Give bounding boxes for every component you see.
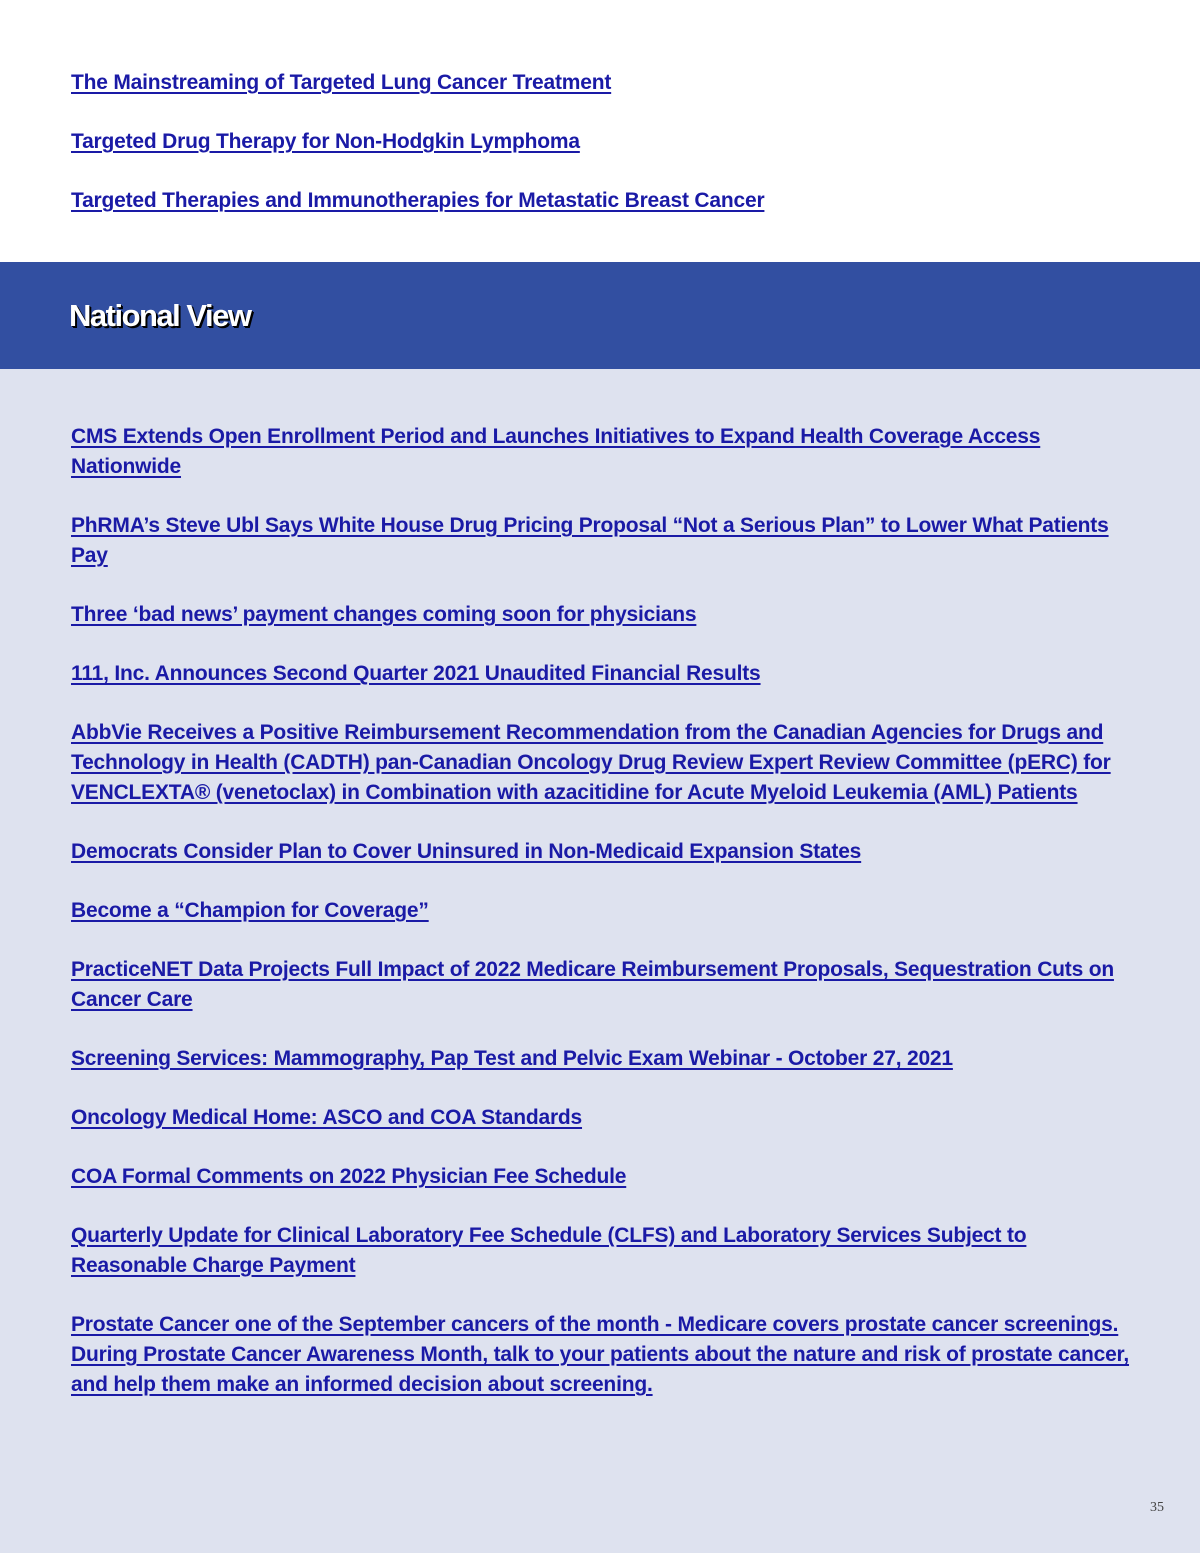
article-link[interactable]: Oncology Medical Home: ASCO and COA Standards	[71, 1106, 583, 1129]
article-link[interactable]: Become a “Champion for Coverage”	[71, 899, 429, 922]
article-link[interactable]: Targeted Drug Therapy for Non-Hodgkin Lymphoma	[71, 130, 580, 153]
article-link[interactable]: Screening Services: Mammography, Pap Test and Pelvic Exam Webinar - October 27, 2021	[71, 1047, 953, 1070]
national-links-list	[71, 422, 1133, 1429]
article-link[interactable]: AbbVie Receives a Positive Reimbursement Recommendation from the Canadian Agencies for Drugs and Technology in Health (CADTH) pan-Canadian Oncology Drug Review Expert Review Committee (pERC) for VENCLEXTA® (venetoclax) in Combination with azacitidine for Acute Myeloid Leukemia (AML) Patients	[71, 721, 1111, 804]
section-title: National View	[69, 298, 251, 333]
top-links-list	[71, 68, 1131, 245]
article-link[interactable]: Targeted Therapies and Immunotherapies for Metastatic Breast Cancer	[71, 189, 765, 212]
page-number: 35	[1150, 1500, 1164, 1515]
article-link[interactable]: CMS Extends Open Enrollment Period and Launches Initiatives to Expand Health Coverage Access Nationwide	[71, 425, 1041, 478]
article-link[interactable]: 111, Inc. Announces Second Quarter 2021 Unaudited Financial Results	[71, 662, 761, 685]
article-link[interactable]: Quarterly Update for Clinical Laboratory Fee Schedule (CLFS) and Laboratory Services Subject to Reasonable Charge Payment	[71, 1224, 1027, 1277]
article-link[interactable]: The Mainstreaming of Targeted Lung Cancer Treatment	[71, 71, 612, 94]
article-link[interactable]: PracticeNET Data Projects Full Impact of 2022 Medicare Reimbursement Proposals, Sequestration Cuts on Cancer Care	[71, 958, 1114, 1011]
article-link[interactable]: Democrats Consider Plan to Cover Uninsured in Non-Medicaid Expansion States	[71, 840, 862, 863]
article-link[interactable]: COA Formal Comments on 2022 Physician Fee Schedule	[71, 1165, 627, 1188]
article-link[interactable]: Prostate Cancer one of the September cancers of the month - Medicare covers prostate cancer screenings. During Prostate Cancer Awareness Month, talk to your patients about the nature and risk of prostate cancer, and help them make an informed decision about screening.	[71, 1313, 1130, 1396]
article-link[interactable]: PhRMA’s Steve Ubl Says White House Drug Pricing Proposal “Not a Serious Plan” to Lower What Patients Pay	[71, 514, 1109, 567]
article-link[interactable]: Three ‘bad news’ payment changes coming soon for physicians	[71, 603, 697, 626]
